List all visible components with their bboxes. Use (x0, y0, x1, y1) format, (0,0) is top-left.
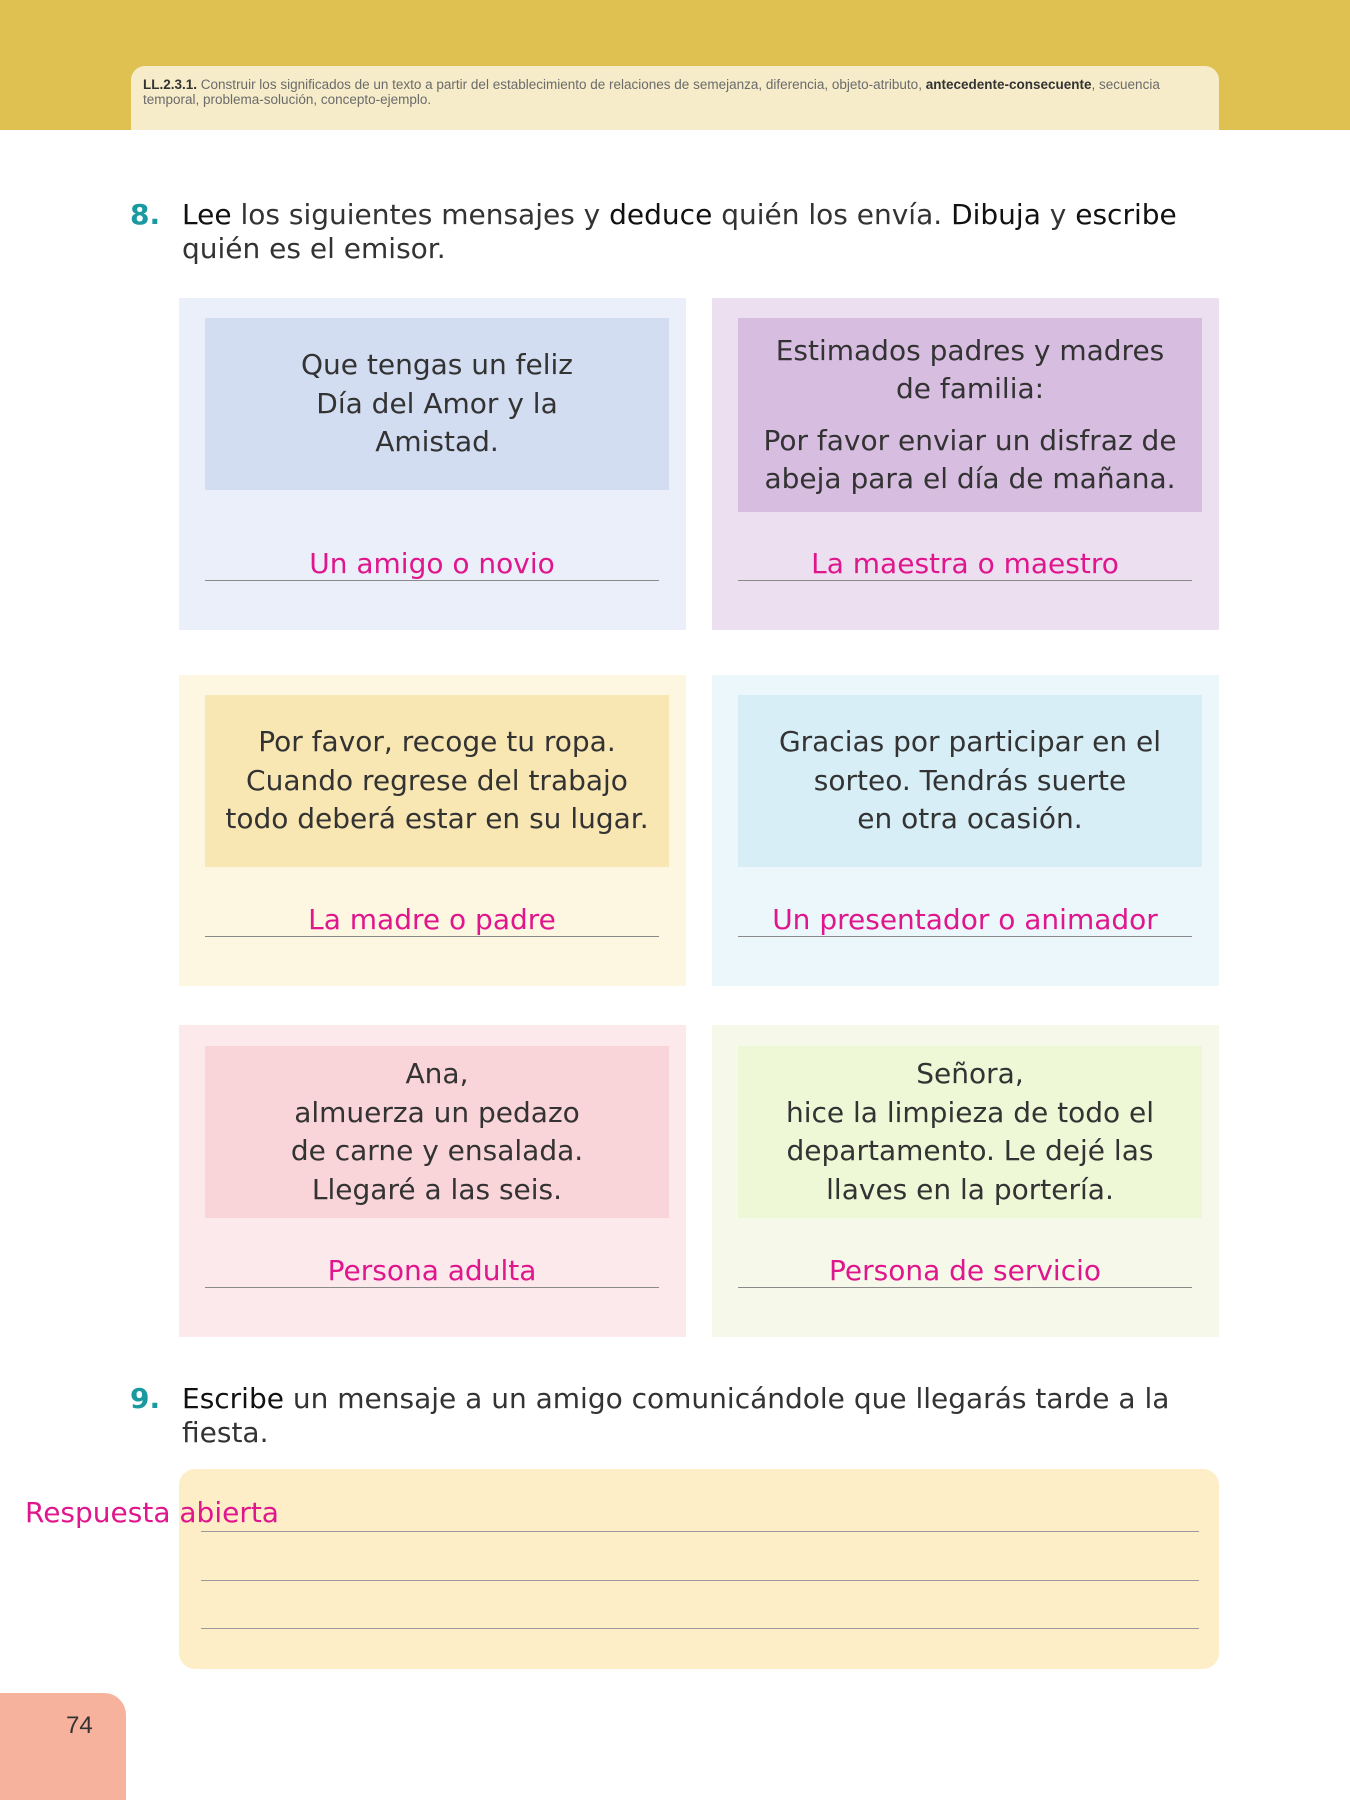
message-box: Estimados padres y madres de familia: Por favor enviar un disfraz de abeja para el día de mañana. (738, 318, 1202, 512)
writing-line-2[interactable] (201, 1580, 1199, 1581)
standard-code: LL.2.3.1. (143, 77, 198, 92)
message-card-4 (712, 675, 1219, 986)
question-9-text: Escribe un mensaje a un amigo comunicándole que llegarás tarde a la fiesta. (182, 1382, 1170, 1449)
standard-text-end: , secuencia temporal, problema-solución, concepto-ejemplo. (143, 77, 1160, 107)
message-card-1 (179, 298, 686, 630)
message-card-2 (712, 298, 1219, 630)
answer-line[interactable]: Un presentador o animador (738, 904, 1192, 937)
page-number-tab (0, 1693, 126, 1800)
answer-line[interactable]: Persona adulta (205, 1255, 659, 1288)
answer-line[interactable]: La maestra o maestro (738, 548, 1192, 581)
answer-line[interactable]: Un amigo o novio (205, 548, 659, 581)
answer-line[interactable]: Persona de servicio (738, 1255, 1192, 1288)
question-8-number: 8. (130, 198, 161, 231)
question-8-text: Lee los siguientes mensajes y deduce quién los envía. Dibuja y escribe quién es el emisor. (182, 198, 1177, 265)
writing-area[interactable] (179, 1469, 1219, 1669)
message-box: Ana, almuerza un pedazo de carne y ensalada. Llegaré a las seis. (205, 1046, 669, 1218)
message-box: Que tengas un feliz Día del Amor y la Amistad. (205, 318, 669, 490)
writing-line-3[interactable] (201, 1628, 1199, 1629)
page-number: 74 (66, 1712, 93, 1739)
answer-line[interactable]: La madre o padre (205, 904, 659, 937)
curriculum-standard (131, 66, 1219, 130)
message-card-3 (179, 675, 686, 986)
writing-line-1[interactable] (201, 1531, 1199, 1532)
standard-text: Construir los significados de un texto a partir del establecimiento de relaciones de semejanza, diferencia, objeto-atributo, (200, 77, 922, 92)
message-box: Señora, hice la limpieza de todo el departamento. Le dejé las llaves en la portería. (738, 1046, 1202, 1218)
message-box: Gracias por participar en el sorteo. Tendrás suerte en otra ocasión. (738, 695, 1202, 867)
message-card-5 (179, 1025, 686, 1337)
question-9-number: 9. (130, 1382, 161, 1415)
message-box: Por favor, recoge tu ropa. Cuando regrese del trabajo todo deberá estar en su lugar. (205, 695, 669, 867)
standard-bold-text: antecedente-consecuente (925, 77, 1092, 92)
message-card-6 (712, 1025, 1219, 1337)
open-answer-text: Respuesta abierta (25, 1496, 279, 1529)
